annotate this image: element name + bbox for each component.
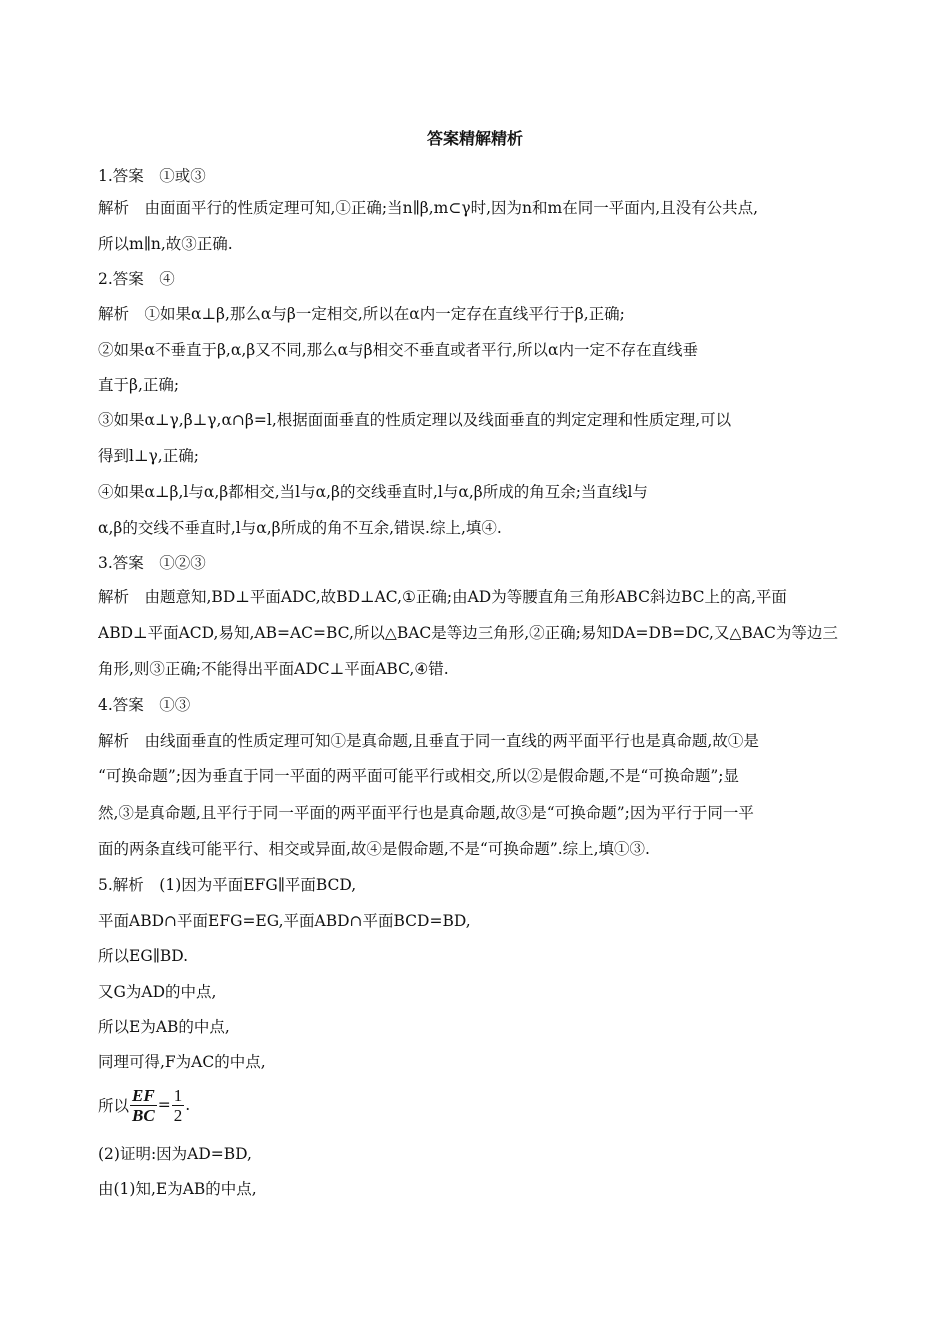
answer-3-heading: 3.答案 ①②③ — [98, 554, 206, 572]
answer-4-analysis-line-1: 解析 由线面垂直的性质定理可知①是真命题,且垂直于同一直线的两平面平行也是真命题,故①是 — [98, 732, 759, 750]
answer-2-analysis-line-7: α,β的交线不垂直时,l与α,β所成的角不互余,错误.综上,填④. — [98, 519, 502, 537]
fraction-numerator: EF — [132, 1085, 155, 1105]
answer-5-line-4: 所以E为AB的中点, — [98, 1018, 230, 1036]
answer-2-analysis-line-2: ②如果α不垂直于β,α,β又不同,那么α与β相交不垂直或者平行,所以α内一定不存在直线垂 — [98, 341, 698, 359]
fraction-rhs-numerator: 1 — [173, 1085, 183, 1105]
answer-3-analysis-line-1: 解析 由题意知,BD⊥平面ADC,故BD⊥AC,①正确;由AD为等腰直角三角形ABC斜边BC上的高,平面 — [98, 588, 787, 606]
answer-5-line-1: 平面ABD∩平面EFG=EG,平面ABD∩平面BCD=BD, — [98, 912, 471, 930]
answer-2-analysis-line-4: ③如果α⊥γ,β⊥γ,α∩β=l,根据面面垂直的性质定理以及线面垂直的判定定理和性质定理,可以 — [98, 411, 732, 429]
answer-5-proof-line-2: 由(1)知,E为AB的中点, — [98, 1180, 257, 1198]
answer-4-analysis-line-2: “可换命题”;因为垂直于同一平面的两平面可能平行或相交,所以②是假命题,不是“可换命题”;显 — [98, 767, 739, 785]
fraction-prefix: 所以 — [98, 1097, 130, 1115]
answer-3-analysis-line-3: 角形,则③正确;不能得出平面ADC⊥平面ABC,④错. — [98, 660, 449, 678]
answer-2-analysis-line-1: 解析 ①如果α⊥β,那么α与β一定相交,所以在α内一定存在直线平行于β,正确; — [98, 305, 625, 323]
page-title: 答案精解精析 — [426, 129, 523, 148]
answer-5-heading: 5.解析 (1)因为平面EFG∥平面BCD, — [98, 876, 357, 894]
answer-1-heading: 1.答案 ①或③ — [98, 167, 206, 185]
answer-2-analysis-line-5: 得到l⊥γ,正确; — [98, 447, 199, 465]
answer-3-analysis-line-2: ABD⊥平面ACD,易知,AB=AC=BC,所以△BAC是等边三角形,②正确;易知DA=DB=DC,又△BAC为等边三 — [98, 624, 838, 642]
fraction-statement — [98, 1084, 190, 1126]
answer-4-analysis-line-4: 面的两条直线可能平行、相交或异面,故④是假命题,不是“可换命题”.综上,填①③. — [98, 840, 650, 858]
answer-4-analysis-line-3: 然,③是真命题,且平行于同一平面的两平面平行也是真命题,故③是“可换命题”;因为平行于同一平 — [98, 804, 754, 822]
fraction-ef-over-bc — [130, 1086, 157, 1125]
fraction-suffix: . — [185, 1096, 191, 1114]
answer-5-line-3: 又G为AD的中点, — [98, 983, 217, 1001]
answer-2-analysis-line-3: 直于β,正确; — [98, 376, 180, 394]
answer-1-analysis-line-2: 所以m∥n,故③正确. — [98, 235, 233, 253]
fraction-one-half — [172, 1086, 185, 1125]
answer-5-line-2: 所以EG∥BD. — [98, 947, 189, 965]
answer-1-analysis-line-1: 解析 由面面平行的性质定理可知,①正确;当n∥β,m⊂γ时,因为n和m在同一平面内,且没有公共点, — [98, 199, 759, 217]
answer-5-line-5: 同理可得,F为AC的中点, — [98, 1053, 266, 1071]
fraction-rhs-denominator: 2 — [173, 1105, 183, 1125]
answer-4-heading: 4.答案 ①③ — [98, 696, 191, 714]
answer-5-proof-line-1: (2)证明:因为AD=BD, — [98, 1145, 252, 1163]
answer-2-heading: 2.答案 ④ — [98, 270, 175, 288]
fraction-denominator: BC — [132, 1105, 155, 1125]
fraction-equals: = — [157, 1096, 171, 1114]
answer-2-analysis-line-6: ④如果α⊥β,l与α,β都相交,当l与α,β的交线垂直时,l与α,β所成的角互余;当直线l与 — [98, 483, 648, 501]
